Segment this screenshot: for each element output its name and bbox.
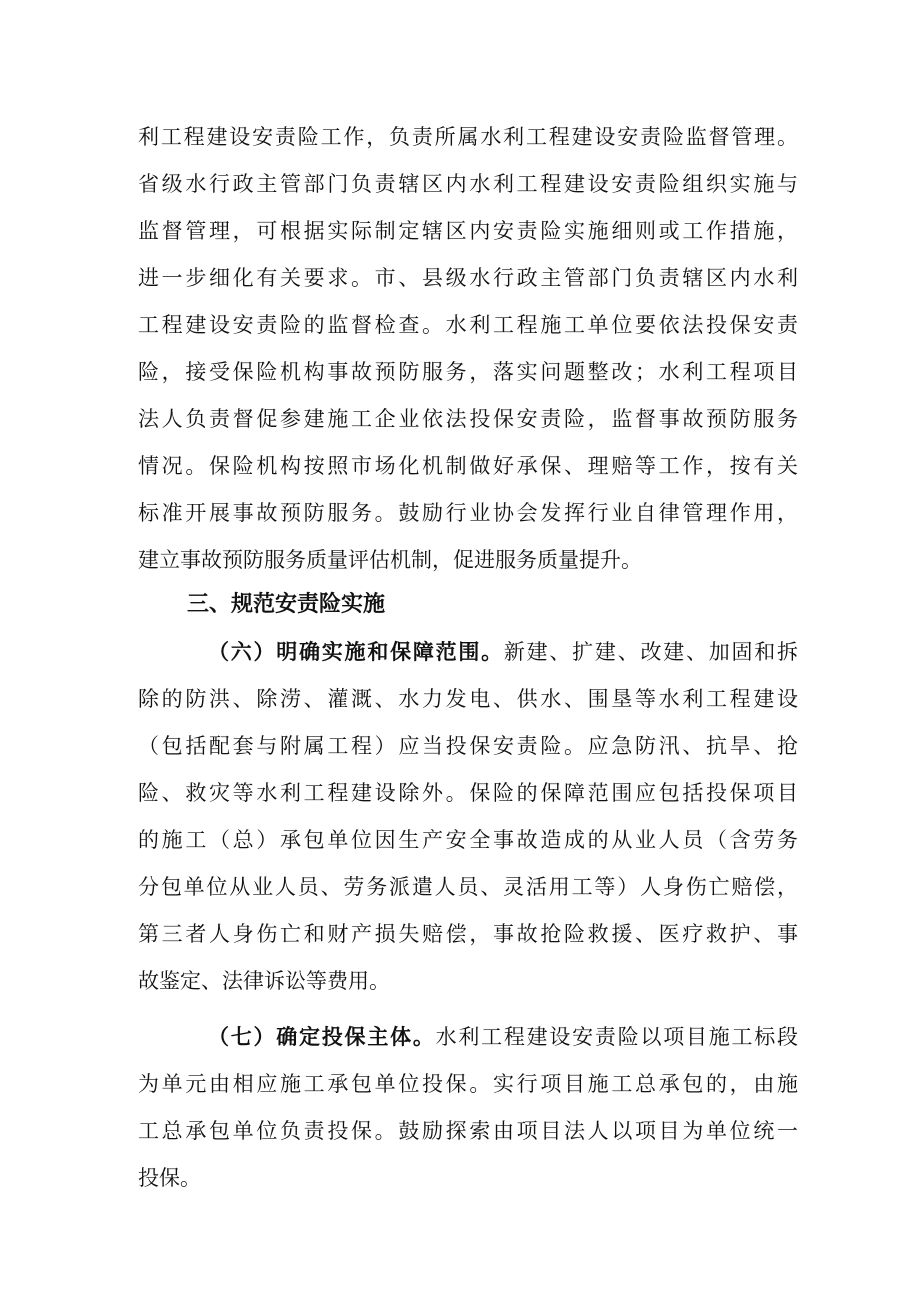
paragraph-line: 险、救灾等水利工程建设除外。保险的保障范围应包括投保项目: [138, 781, 798, 805]
paragraph-line: 险，接受保险机构事故预防服务，落实问题整改；水利工程项目: [138, 360, 798, 384]
paragraph-line: 的施工（总）承包单位因生产安全事故造成的从业人员（含劳务: [138, 828, 798, 852]
section-heading: 三、规范安责险实施: [187, 592, 386, 617]
item-first-line: [208, 630, 798, 674]
paragraph-line: 工程建设安责险的监督检查。水利工程施工单位要依法投保安责: [138, 313, 798, 337]
item-first-line-text: 新建、扩建、改建、加固和拆: [503, 640, 799, 664]
item-first-line-text: 水利工程建设安责险以项目施工标段: [435, 1025, 799, 1049]
paragraph-line: 除的防洪、除涝、灌溉、水力发电、供水、围垦等水利工程建设: [138, 687, 798, 711]
paragraph-line: 分包单位从业人员、劳务派遣人员、灵活用工等）人身伤亡赔偿，: [138, 875, 798, 899]
paragraph-line: 进一步细化有关要求。市、县级水行政主管部门负责辖区内水利: [138, 266, 798, 290]
paragraph-line: 第三者人身伤亡和财产损失赔偿，事故抢险救援、医疗救护、事: [138, 922, 798, 946]
paragraph-line: 为单元由相应施工承包单位投保。实行项目施工总承包的，由施: [138, 1072, 798, 1096]
item-label: （七）确定投保主体。: [208, 1025, 436, 1049]
paragraph-line: 标准开展事故预防服务。鼓励行业协会发挥行业自律管理作用，: [138, 501, 798, 525]
paragraph-line: 监督管理，可根据实际制定辖区内安责险实施细则或工作措施，: [138, 219, 798, 243]
paragraph-line: 情况。保险机构按照市场化机制做好承保、理赔等工作，按有关: [138, 454, 798, 478]
paragraph-line: （包括配套与附属工程）应当投保安责险。应急防汛、抗旱、抢: [138, 734, 798, 758]
paragraph-line: 建立事故预防服务质量评估机制，促进服务质量提升。: [138, 548, 642, 572]
paragraph-line: 投保。: [138, 1166, 201, 1190]
item-first-line: [208, 1015, 798, 1059]
item-label: （六）明确实施和保障范围。: [208, 640, 504, 664]
paragraph-line: 利工程建设安责险工作，负责所属水利工程建设安责险监督管理。: [138, 125, 798, 149]
paragraph-line: 法人负责督促参建施工企业依法投保安责险，监督事故预防服务: [138, 407, 798, 431]
paragraph-line: 省级水行政主管部门负责辖区内水利工程建设安责险组织实施与: [138, 172, 798, 196]
paragraph-line: 故鉴定、法律诉讼等费用。: [138, 969, 390, 993]
paragraph-line: 工总承包单位负责投保。鼓励探索由项目法人以项目为单位统一: [138, 1119, 798, 1143]
